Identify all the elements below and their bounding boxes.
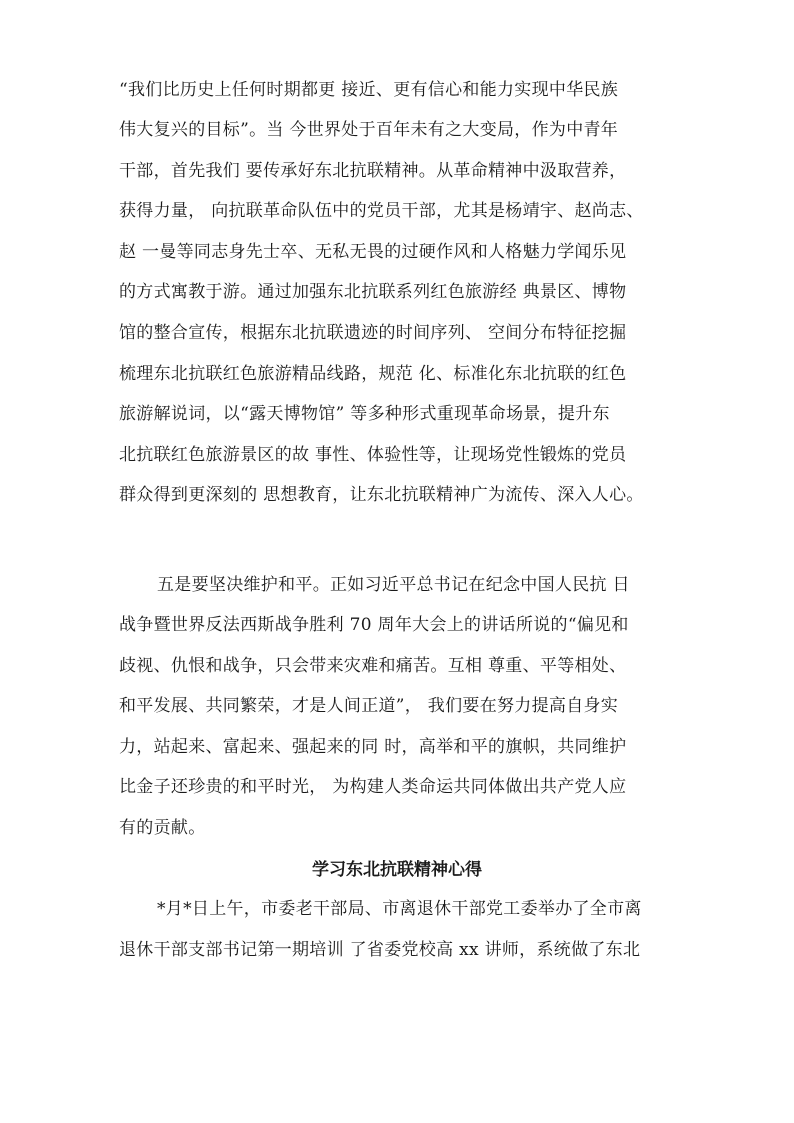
paragraph-2-line-2: 战争暨世界反法西斯战争胜利 70 周年大会上的讲话所说的“偏见和 bbox=[119, 615, 629, 635]
paragraph-1-line-3: 干部，首先我们 要传承好东北抗联精神。从革命精神中汲取营养， bbox=[119, 161, 627, 181]
paragraph-1-line-10: 北抗联红色旅游景区的故 事性、体验性等，让现场党性锻炼的党员 bbox=[119, 445, 627, 465]
paragraph-2-line-6: 比金子还珍贵的和平时光， 为构建人类命运共同体做出共产党人应 bbox=[119, 777, 627, 797]
section-title: 学习东北抗联精神心得 bbox=[312, 860, 482, 880]
paragraph-2-line-4: 和平发展、共同繁荣，才是人间正道”， 我们要在努力提高自身实 bbox=[119, 696, 619, 716]
paragraph-1-line-11: 群众得到更深刻的 思想教育，让东北抗联精神广为流传、深入人心。 bbox=[119, 485, 644, 505]
paragraph-2-line-3: 歧视、仇恨和战争，只会带来灾难和痛苦。互相 尊重、平等相处、 bbox=[119, 656, 627, 676]
paragraph-2-line-7: 有的贡献。 bbox=[119, 818, 206, 838]
paragraph-1-line-8: 梳理东北抗联红色旅游精品线路，规范 化、标准化东北抗联的红色 bbox=[119, 364, 627, 384]
paragraph-1-line-1: “我们比历史上任何时期都更 接近、更有信心和能力实现中华民族 bbox=[119, 80, 619, 100]
paragraph-1-line-7: 馆的整合宣传，根据东北抗联遗迹的时间序列、 空间分布特征挖掘 bbox=[119, 323, 627, 343]
paragraph-1-line-4: 获得力量， 向抗联革命队伍中的党员干部，尤其是杨靖宇、赵尚志、 bbox=[119, 201, 644, 221]
paragraph-2-line-5: 力，站起来、富起来、强起来的同 时，高举和平的旗帜，共同维护 bbox=[119, 737, 627, 757]
paragraph-3-line-1: *月*日上午，市委老干部局、市离退休干部党工委举办了全市离 bbox=[157, 899, 642, 919]
paragraph-3-line-2: 退休干部支部书记第一期培训 了省委党校高 xx 讲师，系统做了东北 bbox=[119, 940, 641, 960]
paragraph-1-line-5: 赵 一曼等同志身先士卒、无私无畏的过硬作风和人格魅力学闻乐见 bbox=[119, 242, 627, 262]
paragraph-1-line-2: 伟大复兴的目标”。当 今世界处于百年未有之大变局，作为中青年 bbox=[119, 120, 619, 140]
paragraph-2-line-1: 五是要坚决维护和平。正如习近平总书记在纪念中国人民抗 日 bbox=[157, 575, 630, 595]
paragraph-1-line-9: 旅游解说词，以“露天博物馆” 等多种形式重现革命场景，提升东 bbox=[119, 404, 610, 424]
paragraph-1-line-6: 的方式寓教于游。通过加强东北抗联系列红色旅游经 典景区、博物 bbox=[119, 282, 627, 302]
